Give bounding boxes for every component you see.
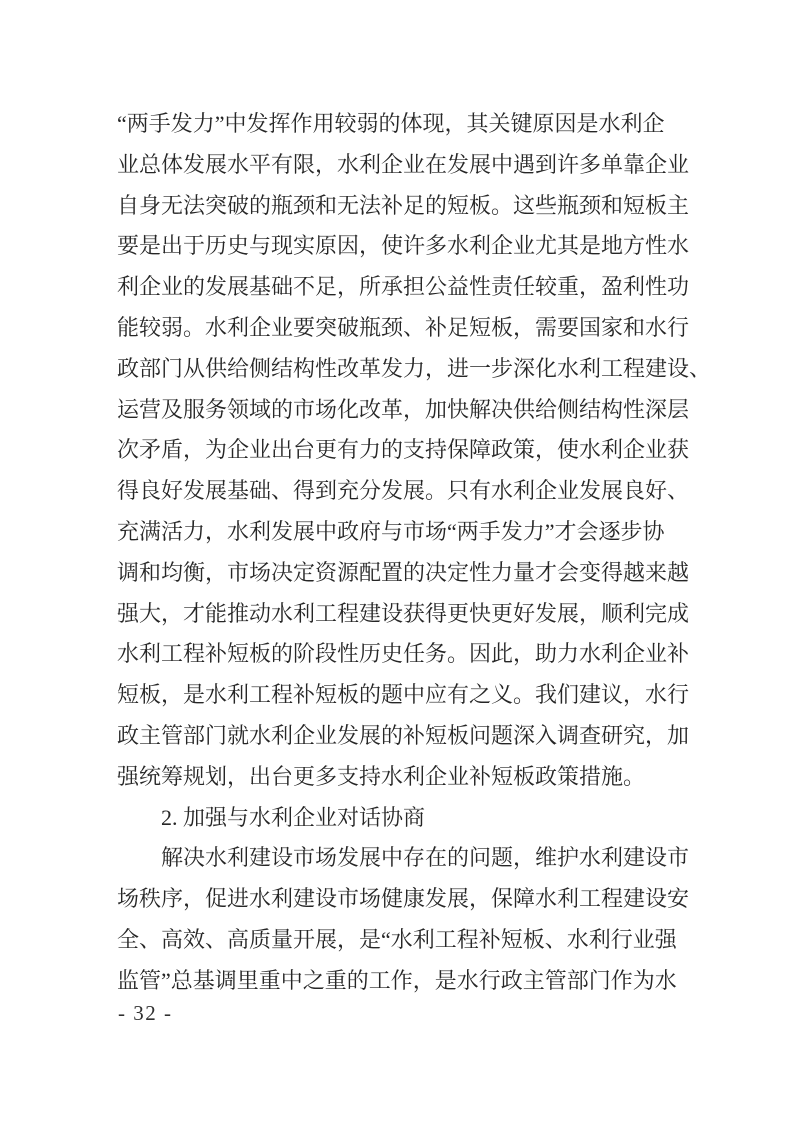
text-line: 业总体发展水平有限，水利企业在发展中遇到许多单靠企业: [117, 151, 690, 177]
text-line: 充满活力，水利发展中政府与市场“两手发力”才会逐步协: [117, 518, 665, 544]
text-line: 能较弱。水利企业要突破瓶颈、补足短板，需要国家和水行: [117, 314, 690, 340]
text-line: 政主管部门就水利企业发展的补短板问题深入调查研究，加: [117, 722, 690, 748]
text-line: 调和均衡，市场决定资源配置的决定性力量才会变得越来越: [117, 559, 690, 585]
text-line: 短板，是水利工程补短板的题中应有之义。我们建议，水行: [117, 682, 690, 708]
text-line: 解决水利建设市场发展中存在的问题，维护水利建设市: [161, 845, 690, 871]
text-line: 全、高效、高质量开展，是“水利工程补短板、水利行业强: [117, 926, 677, 952]
text-line: 要是出于历史与现实原因，使许多水利企业尤其是地方性水: [117, 233, 690, 259]
text-line: 场秩序，促进水利建设市场健康发展，保障水利工程建设安: [117, 886, 690, 912]
body-text: [117, 104, 712, 1002]
text-line: 强大，才能推动水利工程建设获得更快更好发展，顺利完成: [117, 600, 690, 626]
text-line: 运营及服务领域的市场化改革，加快解决供给侧结构性深层: [117, 396, 690, 422]
text-line: 政部门从供给侧结构性改革发力，进一步深化水利工程建设、: [117, 355, 712, 381]
text-line: “两手发力”中发挥作用较弱的体现，其关键原因是水利企: [117, 111, 665, 136]
section-heading: 2. 加强与水利企业对话协商: [161, 804, 426, 830]
text-line: 强统筹规划，出台更多支持水利企业补短板政策措施。: [117, 763, 646, 789]
text-line: 次矛盾，为企业出台更有力的支持保障政策，使水利企业获: [117, 437, 690, 463]
text-line: 得良好发展基础、得到充分发展。只有水利企业发展良好、: [117, 478, 690, 504]
page-number: - 32 -: [118, 1001, 173, 1025]
text-line: 监管”总基调里重中之重的工作，是水行政主管部门作为水: [117, 967, 677, 993]
text-line: 水利工程补短板的阶段性历史任务。因此，助力水利企业补: [117, 641, 690, 667]
text-line: 自身无法突破的瓶颈和无法补足的短板。这些瓶颈和短板主: [117, 192, 690, 218]
text-line: 利企业的发展基础不足，所承担公益性责任较重，盈利性功: [117, 274, 690, 300]
